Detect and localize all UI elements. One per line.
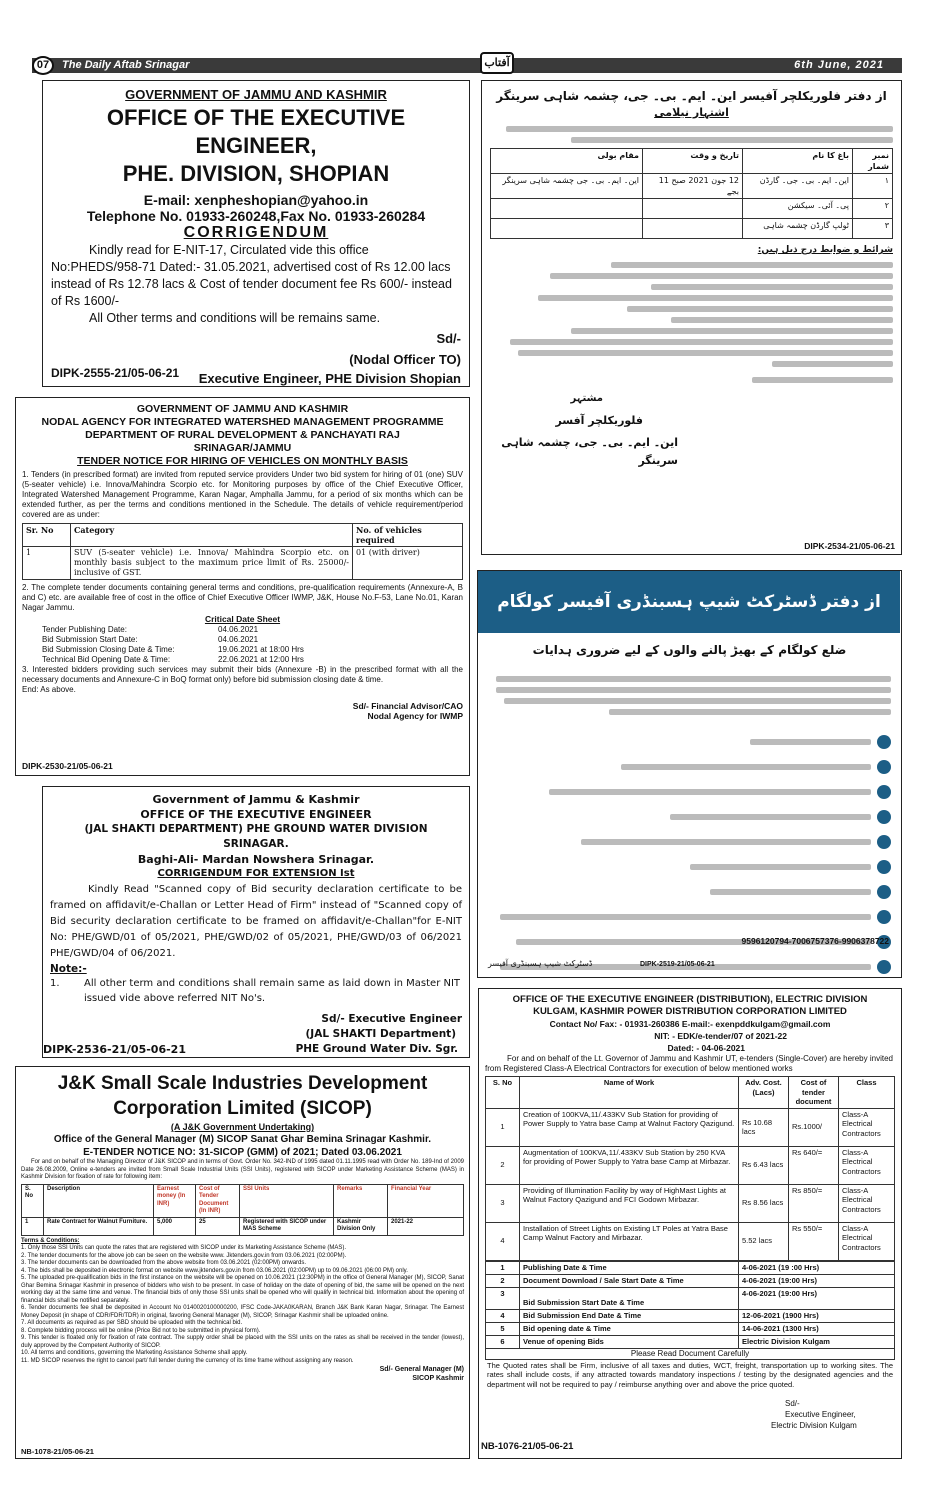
ad5-text-line [506, 126, 893, 132]
ad-electric-kulgam [478, 988, 902, 1459]
ad5-td: پی۔ آئی۔ سیکشن [743, 199, 853, 219]
ad4-td: 1 [22, 1217, 44, 1235]
ad6-point [488, 904, 891, 929]
ad6-banner [478, 571, 900, 633]
ad5-condition-line [752, 377, 893, 383]
ad5-conditions [490, 262, 893, 383]
ad2-date-key: Tender Publishing Date: [42, 625, 127, 634]
ad2-td-sr: 1 [23, 547, 71, 580]
ad2-th-sr: Sr. No [23, 524, 71, 547]
ad5-condition-line [550, 273, 893, 279]
ad-iwmp-vehicles [15, 397, 470, 776]
ad2-l4: SRINAGAR/JAMMU [193, 442, 292, 454]
ad6-point [488, 879, 891, 904]
ad5-th: مقام بولی [491, 149, 643, 174]
issue-date: 6th June, 2021 [794, 59, 884, 71]
ad5-td [491, 219, 643, 239]
ad2-date-val: 22.06.2021 at 12:00 Hrs [218, 655, 304, 664]
ad6-point [488, 754, 891, 779]
ad4-th: SSI Units [240, 1184, 334, 1217]
ad5-title: اشتہار نیلامی [654, 106, 729, 119]
ad2-dates [42, 625, 463, 665]
ad1-nodal: (Nodal Officer TO) [349, 352, 461, 367]
ad6-text-line [609, 709, 891, 715]
ad2-date-val: 19.06.2021 at 18:00 Hrs [218, 645, 304, 654]
ad-phe-shopian [42, 80, 470, 387]
ad6-subtitle: ضلع کولگام کے بھیڑ پالنے والوں کے لیے ضروری ہدایات [532, 643, 847, 657]
ad2-p2: 2. The complete tender documents containing general terms and conditions, pre-qualification requirements (Annexure-A, B and C) etc. are available free of cost in the office of Chief Executive Officer IWMP, J&K, House No.F-53, Lane No.01, Karan Nagar Jammu. [22, 583, 463, 612]
ad6-phones: 9596120794-7006757376-9906378722 [741, 936, 889, 946]
ad7-sd: Sd/- [785, 1399, 800, 1408]
ad4-sd: Sd/- General Manager (M) [379, 1366, 464, 1373]
ad6-bullet-icon [877, 960, 891, 974]
ad4-th: S. No [22, 1184, 44, 1217]
ad7-intro: For and on behalf of the Lt. Governor of Jammu and Kashmir UT, e-tenders (Single-Cover) are hereby invited from Registered Class-A Electrical Contractors for execution of below mentioned works [485, 1054, 893, 1073]
ad7-td: Creation of 100KVA,11/.433KV Sub Station for providing of Power Supply to Yatra base Camp at Walnut Factory Qazigund. [520, 1108, 739, 1146]
ad2-l2: NODAL AGENCY FOR INTEGRATED WATERSHED MANAGEMENT PROGRAMME [41, 416, 444, 428]
ad4-table [21, 1184, 464, 1236]
ad4-td: Rate Contract for Walnut Furniture. [44, 1217, 154, 1235]
ad4-term: 7. All documents as required as per SBD should be uploaded with the technical bid. [21, 1320, 243, 1326]
ad5-condition-line [611, 262, 893, 268]
ad7-date-td: 4-06-2021 (19:00 Hrs) [739, 1287, 895, 1309]
ad7-td: 2 [486, 1146, 520, 1184]
ad5-td: این۔ ایم۔ بی۔ جی۔ گارڈن [743, 174, 853, 199]
ad7-td: Rs 6.43 lacs [739, 1146, 789, 1184]
ad6-point [488, 779, 891, 804]
ad6-text-line [496, 676, 891, 682]
ad3-s2: (JAL SHAKTI Department) [305, 1028, 456, 1040]
ad6-sign: ڈسٹرکٹ شیپ ہسبنڈری آفیسر [488, 959, 593, 968]
ad7-date-td: Bid Submission End Date & Time [520, 1309, 739, 1322]
ad4-td: 5,000 [154, 1217, 196, 1235]
ad1-body: Kindly read for E-NIT-17, Circulated vide this office No:PHEDS/958-71 Dated:- 31.05.2021, advertised cost of Rs 12.00 lacs instead of Rs 12.78 lacs & Cost of tender document fee Rs 600/- instead of Rs 1600/- [51, 243, 452, 308]
ad1-sign: Executive Engineer, PHE Division Shopian [198, 371, 461, 386]
ad6-bullet-icon [877, 785, 891, 799]
ad7-th: Adv. Cost. (Lacs) [739, 1077, 789, 1109]
ad2-critical-dates: Critical Date Sheet [204, 614, 281, 624]
ad3-note-text: All other term and conditions shall remain same as laid down in Master NIT issued vide above referred NIT No's. [84, 978, 461, 1004]
ad1-body2: All Other terms and conditions will be remains same. [89, 311, 381, 325]
ad7-ref: NB-1076-21/05-06-21 [481, 1441, 574, 1452]
ad7-td: Rs.1000/ [789, 1108, 839, 1146]
ad7-dates-table [485, 1261, 895, 1349]
ad4-th: Earnest money (In INR) [154, 1184, 196, 1217]
ad7-td: 1 [486, 1108, 520, 1146]
ad5-td: این۔ ایم۔ بی۔ جی چشمہ شاہی سرینگر [491, 174, 643, 199]
ad-floriculture-auction [481, 80, 902, 555]
ad7-l5: Dated: - 04-06-2021 [667, 1043, 745, 1053]
ad5-condition-line [671, 317, 893, 323]
ad1-division: PHE. DIVISION, SHOPIAN [122, 161, 390, 186]
ad4-td: Kashmir Division Only [334, 1217, 388, 1235]
ad4-t4: Office of the General Manager (M) SICOP Sanat Ghar Bemina Srinagar Kashmir. [53, 1134, 432, 1145]
ad4-term: 8. Complete bidding process will be online (Price Bid not to be submitted in physical form). [21, 1327, 261, 1334]
ad7-date-td: 4-06-2021 (19 :00 Hrs) [739, 1261, 895, 1274]
ad-sheep-husbandry [477, 570, 902, 978]
ad2-title: TENDER NOTICE FOR HIRING OF VEHICLES ON MONTHLY BASIS [77, 455, 408, 467]
ad1-govt: GOVERNMENT OF JAMMU AND KASHMIR [125, 87, 387, 102]
ad2-date-val: 04.06.2021 [218, 635, 259, 644]
newspaper-logo: آفتاب [480, 52, 514, 74]
ad7-date-td: Publishing Date & Time [520, 1261, 739, 1274]
ad7-works-table [485, 1076, 895, 1261]
ad1-ref: DIPK-2555-21/05-06-21 [51, 366, 180, 380]
ad4-term: 1. Only those SSI Units can quote the rates that are registered with SICOP under its Marketing Assistance Scheme (MAS). [21, 1245, 347, 1251]
ad6-point [488, 829, 891, 854]
ad2-ref: DIPK-2530-21/05-06-21 [22, 761, 113, 771]
ad2-p4: End: As above. [22, 685, 76, 694]
ad6-text-line [496, 687, 891, 693]
ad7-l4: NIT: - EDK/e-tender/07 of 2021-22 [654, 1031, 787, 1041]
ad2-date-val: 04.06.2021 [218, 625, 259, 634]
ad5-th: تاریخ و وقت [643, 149, 743, 174]
ad1-office: OFFICE OF THE EXECUTIVE ENGINEER, [106, 105, 406, 158]
ad2-th-no: No. of vehicles required [353, 524, 463, 547]
ad7-l2: KULGAM, KASHMIR POWER DISTRIBUTION CORPORATION LIMITED [533, 1006, 847, 1017]
ad3-l3: (JAL SHAKTI DEPARTMENT) PHE GROUND WATER DIVISION SRINAGAR. [84, 823, 428, 850]
ad4-td: 2021-22 [388, 1217, 464, 1235]
ad6-bullet-icon [877, 885, 891, 899]
ad4-th: Description [44, 1184, 154, 1217]
ad4-th: Cost of Tender Document (In INR) [196, 1184, 240, 1217]
ad5-conditions-title: شرائط و ضوابط درج ذیل ہیں: [757, 245, 893, 255]
ad6-point [488, 804, 891, 829]
ad7-date-td: 4 [486, 1309, 520, 1322]
ad5-td [643, 219, 743, 239]
ad7-date-td: 4-06-2021 (19:00 Hrs) [739, 1274, 895, 1287]
ad4-term: 6. Tender documents fee shall be deposited in Account No 0140020100000200, IFSC Code-JAKA0KARAN, Branch J&K Bank Karan Nagar, Srinagar. The Earnest Money Deposit (in shape of CDR/FDR/TDR) in original, favoring General Manager (M), SICOP, Srinagar Kashmir shall be uploaded online. [21, 1305, 464, 1319]
ad4-term: 5. The uploaded pre-qualification bids in the first instance on the website will be opened on 10.06.2021 (12:30PM) in the office of General Manager (M), SICOP, Sanat Ghar Bemina Srinagar Kashmir in presence of bidders who wish to be present. In case of holiday on the date of opening of bid, the same will be opened on the next working day at the same time and venue. The financial bids of only those SSI units shall be opened who will qualify in technical bid. Information about the opening of financial bids shall be notified separately. [21, 1275, 464, 1304]
ad6-bullet-icon [877, 910, 891, 924]
ad7-date-td: 12-06-2021 (1900 Hrs) [739, 1309, 895, 1322]
ad5-ref: DIPK-2534-21/05-06-21 [804, 541, 895, 551]
ad5-s3: این۔ ایم۔ بی۔ جی، چشمہ شاہی سرینگر [501, 436, 678, 467]
ad1-phone: Telephone No. 01933-260248,Fax No. 01933-260284 [86, 208, 426, 224]
ad4-term: 2. The tender documents for the above job can be seen on the website www. Jktenders.gov.in from 03.06.2021 (02:00PM). [21, 1252, 347, 1259]
ad2-table [22, 523, 463, 580]
ad7-signature [485, 1398, 895, 1431]
ad5-td: ۱ [853, 174, 893, 199]
ad2-td-no: 01 (with driver) [353, 547, 463, 580]
ad7-td: Rs 850/= [789, 1184, 839, 1222]
ad7-td: Rs 640/= [789, 1146, 839, 1184]
ad5-condition-line [571, 328, 893, 334]
ad7-th: S. No [486, 1077, 520, 1109]
ad5-s1: مشتہر [570, 393, 603, 404]
ad6-body [488, 671, 891, 720]
ad7-date-td: Bid Submission Start Date & Time [520, 1287, 739, 1309]
ad2-l1: GOVERNMENT OF JAMMU AND KASHMIR [136, 403, 349, 415]
ad3-note-item [50, 976, 462, 1006]
ad6-point [488, 729, 891, 754]
ad3-l2: OFFICE OF THE EXECUTIVE ENGINEER [140, 808, 372, 821]
ad4-terms [21, 1245, 464, 1365]
ad5-text-line [571, 137, 893, 143]
ad7-date-td: 14-06-2021 (1300 Hrs) [739, 1322, 895, 1335]
ad7-date-td: 2 [486, 1274, 520, 1287]
ad2-sd2: Nodal Agency for IWMP [367, 711, 463, 721]
ad2-date-key: Bid Submission Start Date: [42, 635, 138, 644]
ad7-l1: OFFICE OF THE EXECUTIVE ENGINEER (DISTRIBUTION), ELECTRIC DIVISION [512, 994, 868, 1005]
ad7-td: Rs 550/= [789, 1222, 839, 1260]
ad4-t5: E-TENDER NOTICE NO: 31-SICOP (GMM) of 2021; Dated 03.06.2021 [83, 1147, 402, 1158]
ad7-th: Name of Work [520, 1077, 739, 1109]
ad1-sd: Sd/- [436, 331, 461, 346]
ad7-date-td: Document Download / Sale Start Date & Time [520, 1274, 739, 1287]
ad6-bullet-icon [877, 735, 891, 749]
ad4-td: 25 [196, 1217, 240, 1235]
ad2-sd: Sd/- Financial Advisor/CAO [352, 701, 463, 711]
ad5-td [643, 199, 743, 219]
ad5-heading: از دفتر فلوریکلچر آفیسر این۔ ایم۔ بی۔ جی، چشمہ شاہی سرینگر [496, 89, 887, 103]
ad6-bullet-icon [877, 760, 891, 774]
ad2-date-key: Bid Submission Closing Date & Time: [42, 645, 175, 654]
ad7-td: 3 [486, 1184, 520, 1222]
ad5-th: باغ کا نام [743, 149, 853, 174]
ad6-point [488, 854, 891, 879]
ad5-td: ۳ [853, 219, 893, 239]
ad7-td: Installation of Street Lights on Existing LT Poles at Yatra Base Camp Walnut Factory and Mirbazar. [520, 1222, 739, 1260]
ad2-date-key: Technical Bid Opening Date & Time: [42, 655, 171, 664]
page-header [32, 58, 902, 73]
ad4-td: Registered with SICOP under MAS Scheme [240, 1217, 334, 1235]
page-number: 07 [32, 56, 54, 75]
ad5-th: نمبر شمار [853, 149, 893, 174]
ad4-sd2: SICOP Kashmir [412, 1375, 464, 1382]
ad6-bullet-icon [877, 810, 891, 824]
ad7-td: Rs 8.56 lacs [739, 1184, 789, 1222]
ad5-td: ٹولپ گارڈن چشمہ شاہی [743, 219, 853, 239]
ad-sicop [15, 1066, 470, 1459]
ad7-td: Providing of Illumination Facility by way of HighMast Lights at Walnut Factory Qazigund and FCI Godown Mirbazar. [520, 1184, 739, 1222]
ad7-s3: Electric Division Kulgam [771, 1421, 857, 1430]
ad4-term: 10. All terms and conditions, governing the Marketing Assistance Scheme shall apply. [21, 1350, 248, 1356]
ad-ground-water-division [42, 786, 470, 1058]
ad6-text-line [504, 698, 891, 704]
ad6-bullet-icon [877, 835, 891, 849]
ad4-term: 4. The bids shall be deposited in electronic format on website www.jktenders.gov.in from 03.06.2021 (02:00PM) up to 09.06.2021 (06:00 PM) only. [21, 1267, 408, 1274]
ad4-term: 3. The tender documents can be downloaded from the above website from 03.06.2021 (02:00PM) onwards. [21, 1260, 307, 1266]
ad4-ref: NB-1078-21/05-06-21 [21, 1446, 94, 1456]
ad7-td: Augmentation of 100KVA,11/.433KV Sub Station by 250 KVA for providing of Power Supply to Yatra base Camp at Mirbazar. [520, 1146, 739, 1184]
ad2-l3: DEPARTMENT OF RURAL DEVELOPMENT & PANCHAYATI RAJ [85, 429, 400, 441]
ad7-td: 5.52 lacs [739, 1222, 789, 1260]
ad2-p1: 1. Tenders (in prescribed format) are invited from reputed service providers Under two bid system for hiring of 01 (one) SUV (5-seater vehicle) i.e. Innova/Mahindra Scorpio etc. for Monitoring purposes by office of the Chief Executive Officer, Integrated Watershed Management Programme, Karan Nagar, Amphalla Jammu, for a period of six months which can be extended further, as per the terms and conditions mentioned in the Schedule. The details of vehicle requirement/period covered are as under: [22, 470, 463, 519]
ad7-careful: Please Read Document Carefully [485, 1349, 895, 1360]
ad4-term: 11. MD SICOP reserves the right to cancel part/ full tender during the currency of its time frame without assigning any reason. [21, 1357, 354, 1364]
ad7-date-td: Electric Division Kulgam [739, 1335, 895, 1348]
ad7-td: Class-A Electrical Contractors [839, 1146, 895, 1184]
ad7-l3: Contact No/ Fax: - 01931-260386 E-mail:- exenpddkulgam@gmail.com [549, 1019, 831, 1029]
ad3-note-num: 1. [50, 978, 60, 989]
ad4-term: 9. This tender is floated only for fixation of rate contract. The supply order shall be placed with the SSI units on the rates as shall be received in the tender (lowest), duly approved by the Competent Authority of SICOP. [21, 1335, 464, 1349]
ad7-td: 4 [486, 1222, 520, 1260]
ad5-condition-line [518, 350, 893, 356]
ad2-th-cat: Category [71, 524, 353, 547]
ad1-email: E-mail: xenpheshopian@yahoo.in [143, 192, 369, 208]
ad4-terms-title: Terms & Conditions: [21, 1237, 80, 1244]
ad2-td-cat: SUV (5-seater vehicle) i.e. Innova/ Mahindra Scorpio etc. on monthly basis subject to the maximum price limit of Rs. 25000/- inclusive of GST. [71, 547, 353, 580]
ad7-s2: Executive Engineer, [785, 1410, 856, 1419]
ad5-td [491, 199, 643, 219]
ad3-l4: Baghi-Ali- Mardan Nowshera Srinagar. [137, 853, 375, 866]
ad7-date-td: 3 [486, 1287, 520, 1309]
ad4-th: Remarks [334, 1184, 388, 1217]
ad3-body: Kindly Read "Scanned copy of Bid security declaration certificate to be framed on affidavit/e-Challan or Letter Head of Firm" instead of "Scanned copy of Bid security declaration certificate to be framed on affidavit/e-Challan"for E-NIT No: PHE/GWD/01 of 05/2021, PHE/GWD/02 of 05/2021, PHE/GWD/03 of 06/2021 PHE/GWD/04 of 06/2021. [50, 884, 462, 959]
ad5-condition-line [651, 284, 893, 290]
ad7-note: The Quoted rates shall be Firm, inclusive of all taxes and duties, WCT, freight, transportation up to working sites. The rates shall include costs, if any attracted towards mandatory inspections / testing by the designated agencies and the department will not be required to pay / reimburse anything over and above the price quoted. [487, 1360, 893, 1389]
ad6-ref: DIPK-2519-21/05-06-21 [640, 961, 715, 968]
newspaper-name: The Daily Aftab Srinagar [62, 59, 190, 71]
ad4-t1: J&K Small Scale Industries Development [57, 1073, 428, 1094]
ad7-th: Cost of tender document [789, 1077, 839, 1109]
ad5-td: ۲ [853, 199, 893, 219]
ad3-ref: DIPK-2536-21/05-06-21 [43, 1043, 186, 1056]
ad7-th: Class [839, 1077, 895, 1109]
ad7-date-td: 1 [486, 1261, 520, 1274]
ad5-table [490, 148, 893, 239]
ad3-note: Note:- [50, 963, 87, 975]
ad4-t3: (A J&K Government Undertaking) [170, 1122, 315, 1132]
ad4-th: Financial Year [388, 1184, 464, 1217]
ad5-s2: فلوریکلچر آفسر [555, 414, 643, 427]
ad7-date-td: 6 [486, 1335, 520, 1348]
ad7-date-td: 5 [486, 1322, 520, 1335]
ad1-title: CORRIGENDUM [183, 224, 329, 241]
ad7-date-td: Venue of opening Bids [520, 1335, 739, 1348]
ad5-condition-line [772, 361, 893, 367]
ad6-banner-text: از دفتر ڈسٹرکٹ شیپ ہسبنڈری آفیسر کولگام [497, 592, 881, 612]
ad5-condition-line [627, 306, 893, 312]
ad7-date-td: Bid opening date & Time [520, 1322, 739, 1335]
ad2-p3: 3. Interested bidders providing such services may submit their bids (Annexure -B) in the prescribed format with all the necessary documents and Annexure-C in BoQ format only) before bid submission closing date & time. [22, 665, 463, 684]
ad7-td: Class-A Electrical Contractors [839, 1108, 895, 1146]
ad3-s1: Sd/- Executive Engineer [321, 1013, 462, 1025]
ad3-s3: PHE Ground Water Div. Sgr. [295, 1043, 458, 1055]
ad3-l1: Government of Jammu & Kashmir [152, 793, 360, 806]
ad6-bullet-icon [877, 860, 891, 874]
ad7-td: Rs 10.68 lacs [739, 1108, 789, 1146]
ad4-t2: Corporation Limited (SICOP) [113, 1098, 372, 1119]
ad4-intro: For and on behalf of the Managing Director of J&K SICOP and in terms of Govt. Order No. 342-IND of 1995 dated 01.11.1995 read with Order No. 189-Ind of 2009 Date 26.08.2009, Online e-tenders are invited from Small Scale Industrial Units (SSI Units), registered with SICOP under Marketing Assistance Scheme (MAS) in Kashmir Division for fixation of rate for following item: [21, 1159, 464, 1180]
ad7-td: Class-A Electrical Contractors [839, 1184, 895, 1222]
ad5-condition-line [538, 295, 893, 301]
ad3-title: CORRIGENDUM FOR EXTENSION Ist [157, 868, 355, 879]
ad5-condition-line [510, 339, 893, 345]
ad7-td: Class-A Electrical Contractors [839, 1222, 895, 1260]
ad5-td: 12 جون 2021 صبح 11 بجے [643, 174, 743, 199]
